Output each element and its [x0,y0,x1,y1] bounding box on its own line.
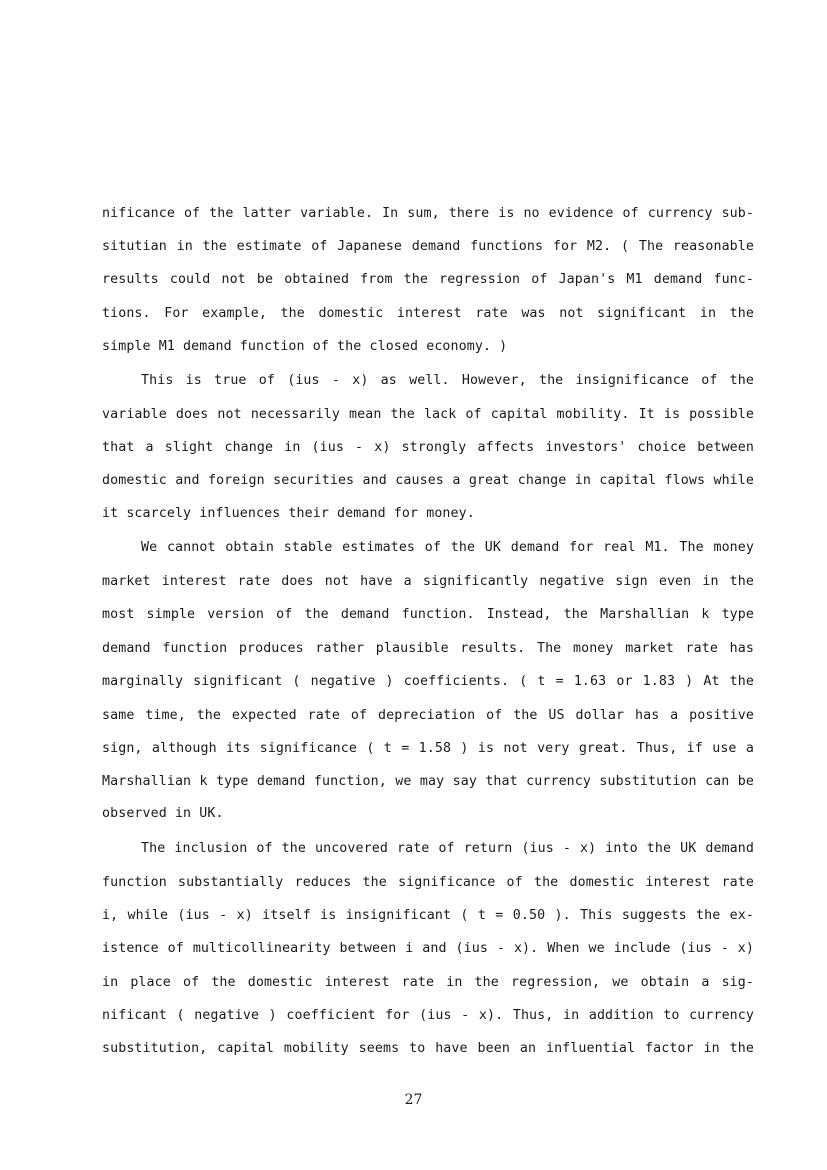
text-line: results could not be obtained from the regression of Japan's M1 demand func- [102,272,754,287]
text-line: function substantially reduces the significance of the domestic interest rate [102,875,754,890]
text-line: variable does not necessarily mean the lack of capital mobility. It is possible [102,407,754,422]
text-line: in place of the domestic interest rate in the regression, we obtain a sig- [102,975,754,990]
page-number: 27 [404,1092,423,1108]
text-line: simple M1 demand function of the closed economy. ) [102,339,508,354]
text-line: it scarcely influences their demand for money. [102,506,475,521]
text-line: sign, although its significance ( t = 1.58 ) is not very great. Thus, if use a [102,741,754,756]
text-line: tions. For example, the domestic interest rate was not significant in the [102,306,754,321]
text-line: demand function produces rather plausible results. The money market rate has [102,641,754,656]
text-line: nificance of the latter variable. In sum, there is no evidence of currency sub- [102,206,754,221]
text-line: istence of multicollinearity between i and (ius - x). When we include (ius - x) [102,941,754,956]
text-line: same time, the expected rate of depreciation of the US dollar has a positive [102,708,754,723]
text-line: This is true of (ius - x) as well. However, the insignificance of the [141,373,754,388]
text-line: The inclusion of the uncovered rate of return (ius - x) into the UK demand [141,841,754,856]
text-line: substitution, capital mobility seems to have been an influential factor in the [102,1041,754,1056]
text-line: marginally significant ( negative ) coefficients. ( t = 1.63 or 1.83 ) At the [102,674,754,689]
text-line: market interest rate does not have a significantly negative sign even in the [102,574,754,589]
text-line: nificant ( negative ) coefficient for (ius - x). Thus, in addition to currency [102,1008,754,1023]
text-line: i, while (ius - x) itself is insignificant ( t = 0.50 ). This suggests the ex- [102,908,754,923]
text-line: situtian in the estimate of Japanese demand functions for M2. ( The reasonable [102,239,754,254]
text-line: most simple version of the demand function. Instead, the Marshallian k type [102,607,754,622]
text-line: We cannot obtain stable estimates of the UK demand for real M1. The money [141,540,754,555]
text-line: domestic and foreign securities and causes a great change in capital flows while [102,473,754,488]
text-line: that a slight change in (ius - x) strongly affects investors' choice between [102,440,754,455]
text-line: Marshallian k type demand function, we may say that currency substitution can be [102,774,754,789]
text-line: observed in UK. [102,806,224,821]
